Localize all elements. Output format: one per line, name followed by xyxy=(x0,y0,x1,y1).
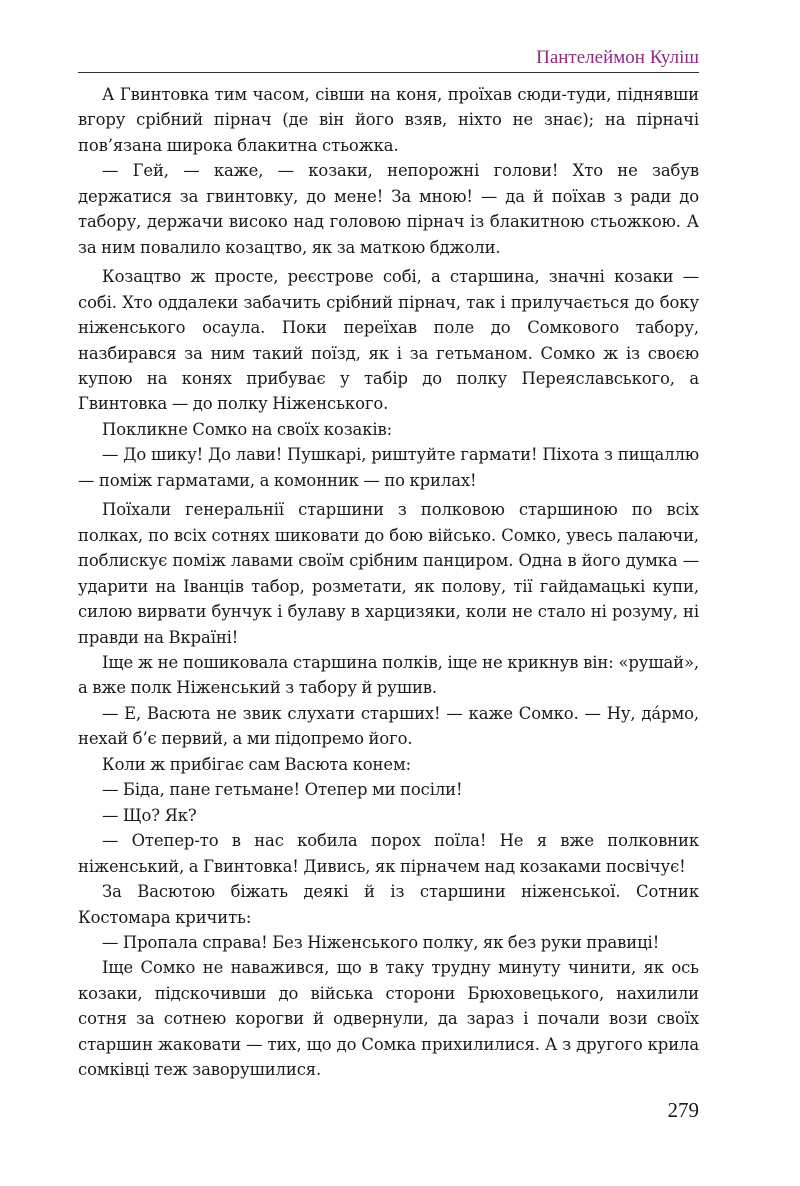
paragraph: А Гвинтовка тим часом, сівши на коня, проїхав сюди-туди, піднявши вгору срібний пірнач (де він його взяв, ніхто не знає); на пірначі пов’язана широка блакитна стьожка. xyxy=(78,85,699,155)
paragraph: — Біда, пане гетьмане! Отепер ми посіли! xyxy=(102,780,463,800)
header-author: Пантелеймон Куліш xyxy=(536,47,699,68)
paragraph: — Що? Як? xyxy=(102,805,197,825)
paragraph: Покликне Сомко на своїх козаків: xyxy=(102,419,393,439)
paragraph: Козацтво ж просте, реєстрове собі, а старшина, значні козаки — собі. Хто оддалеки забачить срібний пірнач, так і прилучається до боку ніженського осаула. Поки переїхав поле до Сомкового табору, назбирався за ним такий поїзд, як і за гетьманом. Сомко ж із своєю купою на конях прибуває у табір до полку Переяславського, а Гвинтовка — до полку Ніженського. xyxy=(78,267,699,414)
body-text xyxy=(78,82,699,1083)
paragraph: — Отепер-то в нас кобила порох поїла! Не я вже полковник ніженський, а Гвинтовка! Дивись, як пірначем над козаками посвічує! xyxy=(78,831,699,876)
paragraph: Іще Сомко не наважився, що в таку трудну минуту чинити, як ось козаки, підскочивши до війська сторони Брюховецького, нахилили сотня за сотнею корогви й одвернули, да зараз і почали вози своїх старшин жаковати — тих, що до Сомка прихилилися. А з другого крила сомківці теж заворушилися. xyxy=(78,958,699,1080)
paragraph: Поїхали генеральнії старшини з полковою старшиною по всіх полках, по всіх сотнях шиковати до бою військо. Сомко, увесь палаючи, поблискує поміж лавами своїм срібним панциром. Одна в його думка — ударити на Іванців табор, розметати, як полову, тії гайдамацькі купи, силою вирвати бунчук і булаву в харцизяки, коли не стало ні розуму, ні правди на Вкраїні! xyxy=(78,500,699,647)
paragraph: Іще ж не пошиковала старшина полків, іще не крикнув він: «рушай», а вже полк Ніженський з табору й рушив. xyxy=(78,652,699,698)
paragraph: За Васютою біжать деякі й із старшини ніженської. Сотник Костомара кричить: xyxy=(78,882,699,927)
paragraph: — До шику! До лави! Пушкарі, риштуйте гармати! Піхота з пищаллю — поміж гарматами, а комонник — по крилах! xyxy=(78,445,699,490)
running-header xyxy=(78,44,699,73)
paragraph: Коли ж прибігає сам Васюта конем: xyxy=(102,754,412,774)
paragraph: — Пропала справа! Без Ніженського полку, як без руки правиці! xyxy=(102,932,660,952)
page-number: 279 xyxy=(667,1098,699,1122)
paragraph: — Е, Васюта не звик слухати старших! — каже Сомко. — Ну, да́рмо, нехай б’є первий, а ми підопремо його. xyxy=(78,703,699,749)
paragraph: — Гей, — каже, — козаки, непорожні голови! Хто не забув держатися за гвинтовку, до мене! За мною! — да й поїхав з ради до табору, держачи високо над головою пірнач із блакитною стьожкою. А за ним повалило козацтво, як за маткою бджоли. xyxy=(78,161,699,257)
